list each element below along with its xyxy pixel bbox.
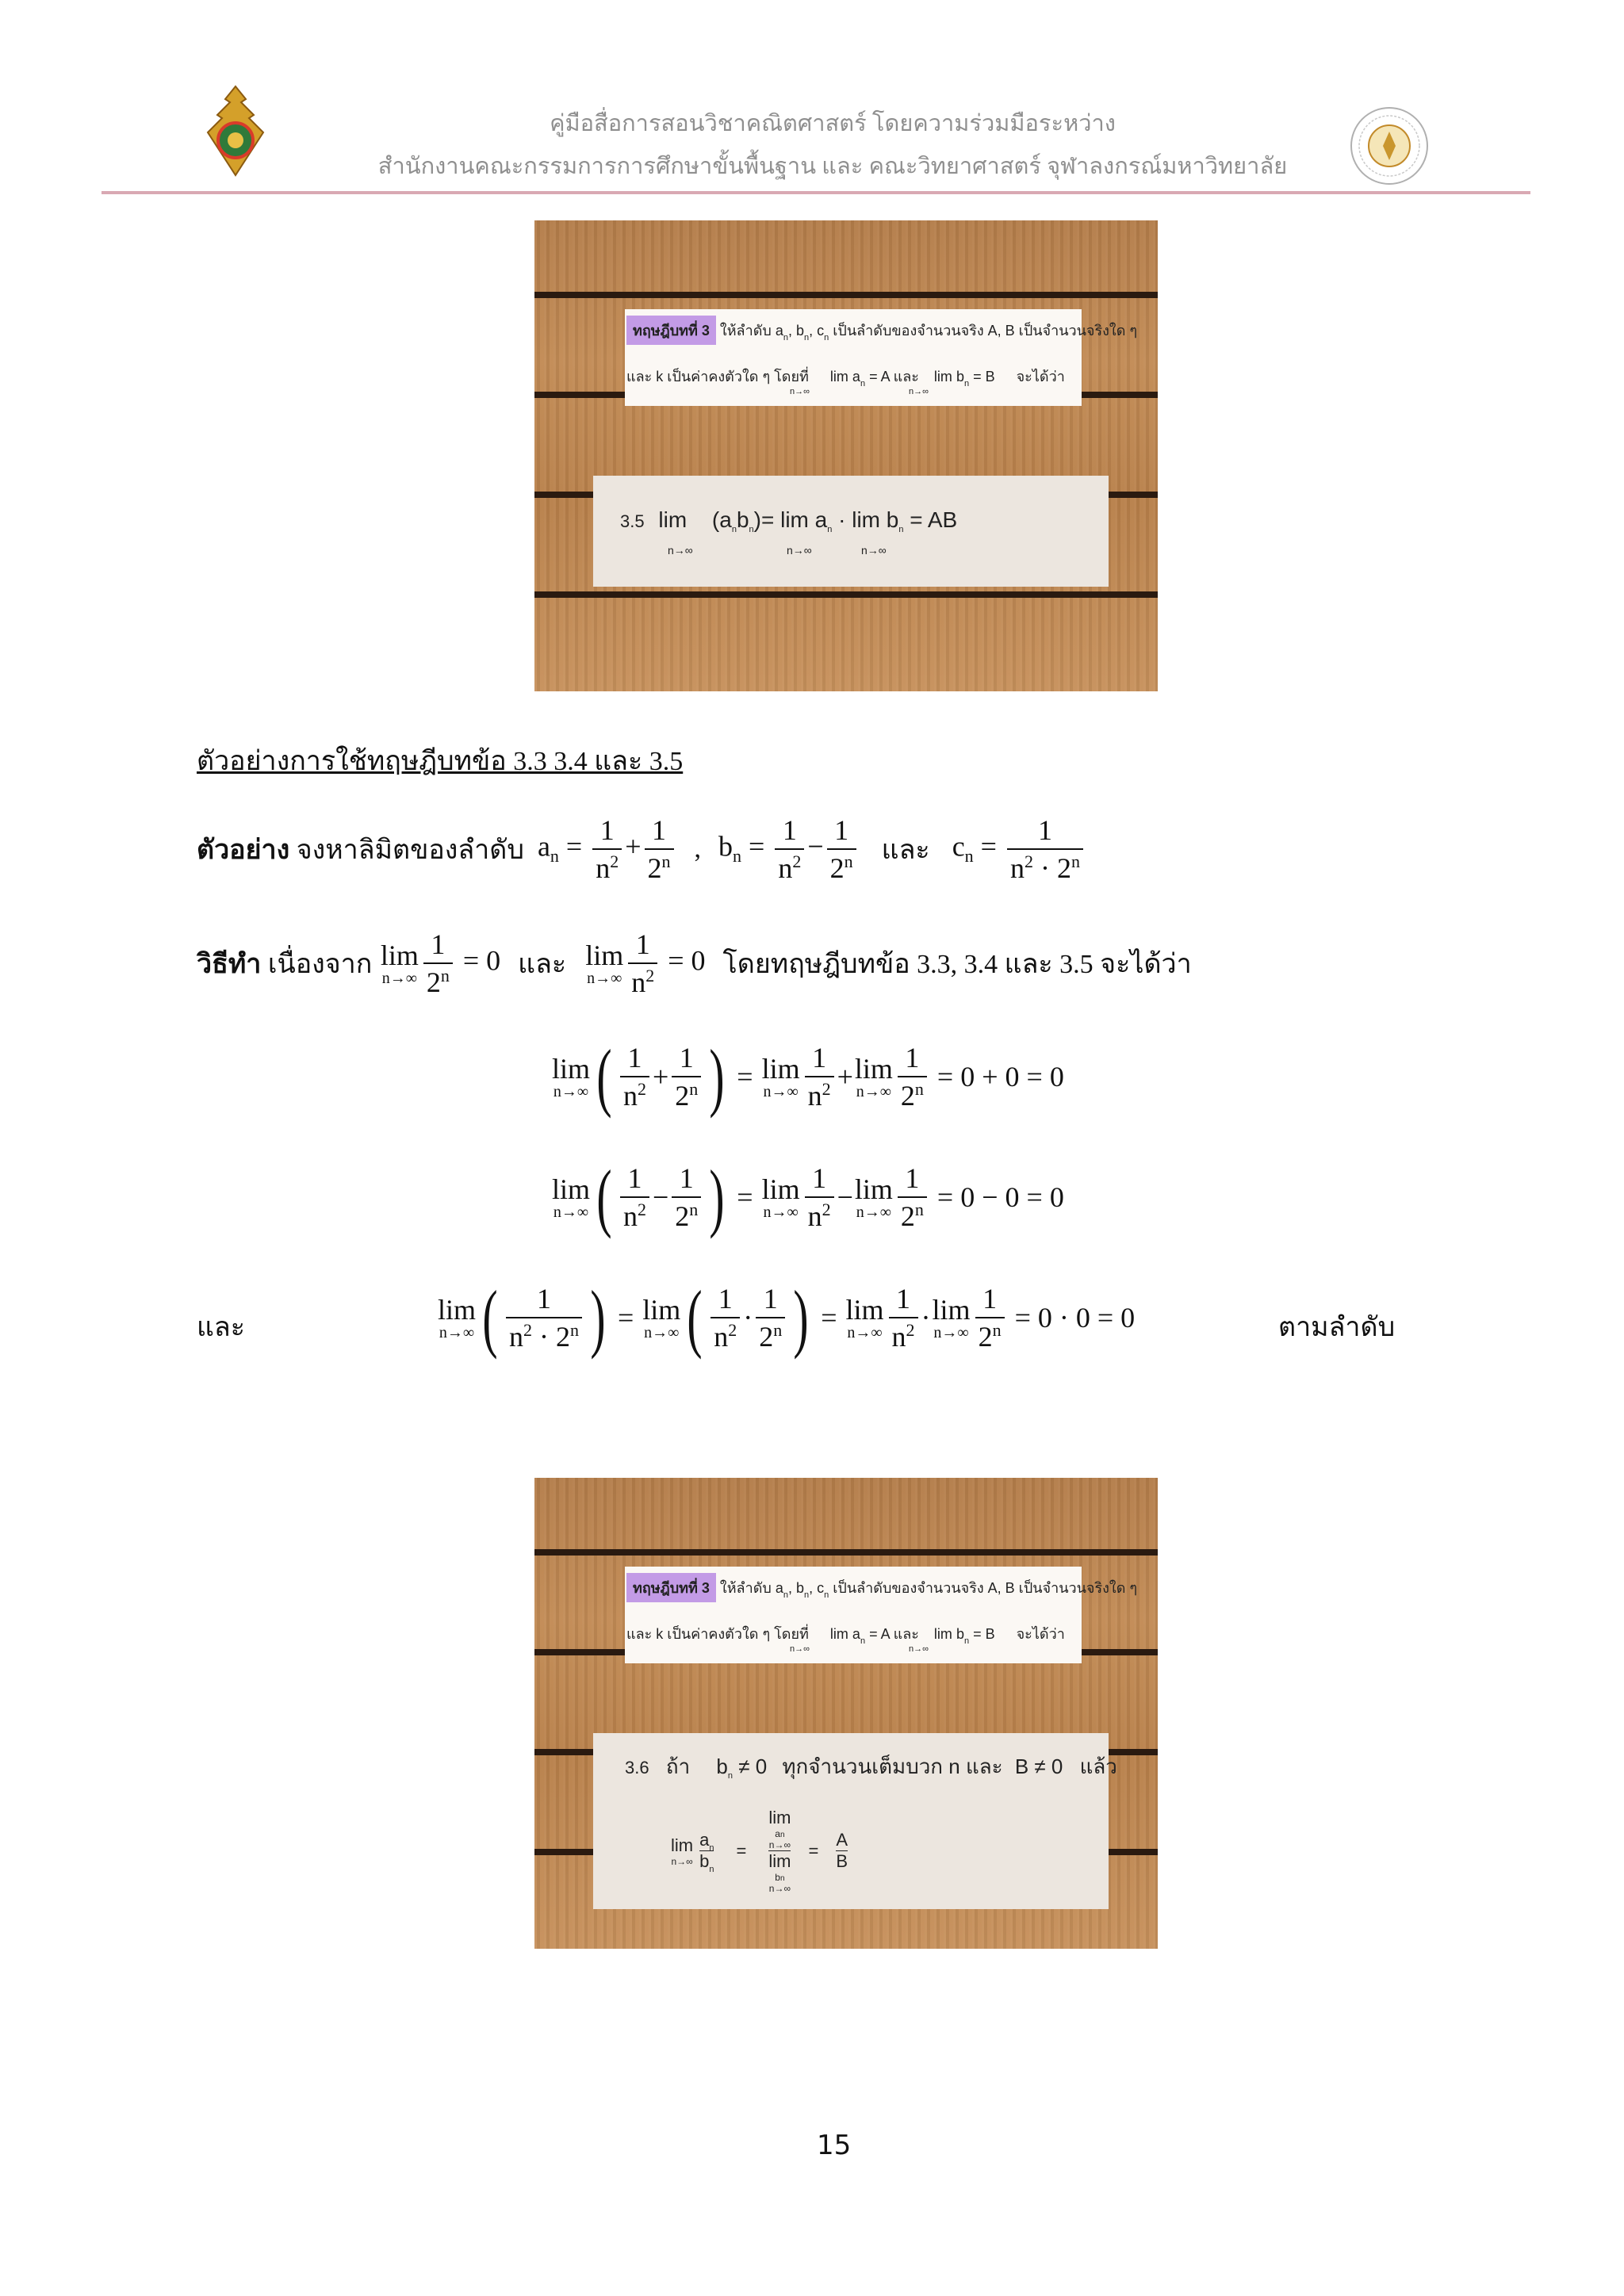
equation-diff: lim n→∞ ( $\frac{1}{n^2}$ − $\frac{1}{2^n}$ ) = lim n→∞ $\frac{1}{n^2}$ − lim n→∞ $\frac{1}{2^n}$ = 0 − 0 = 0 — [552, 1154, 1064, 1239]
n-to-inf: n→∞ — [768, 1839, 791, 1850]
rule-3-5-box — [593, 476, 1109, 587]
sum-result: = 0 + 0 = 0 — [936, 1061, 1064, 1093]
and: และ — [518, 950, 567, 979]
theorem-text-1b: , b — [787, 323, 804, 339]
theorem-eq2: b — [956, 369, 964, 385]
rule-pre: (a — [711, 507, 732, 532]
theorem-eq1b: = A และ — [865, 369, 919, 385]
sub: n — [824, 333, 829, 342]
theorem-end: จะได้ว่า — [1016, 1626, 1065, 1642]
then: แล้ว — [1079, 1755, 1117, 1778]
example-label: ตัวอย่าง — [197, 836, 290, 865]
seq-c: $c_n$ = $\frac{1}{n^2 \cdot 2^n}$ — [952, 813, 1086, 885]
sub: n — [803, 333, 810, 342]
equation-sum: lim n→∞ ( $\frac{1}{n^2}$ + $\frac{1}{2^n}$ ) = lim n→∞ $\frac{1}{n^2}$ + lim n→∞ $\frac{1}{2^n}$ = 0 + 0 = 0 — [552, 1034, 1064, 1119]
rule-number-2: 3.6 — [625, 1758, 649, 1777]
sub: n — [783, 1590, 788, 1600]
n-to-inf: n→∞ — [909, 387, 929, 396]
sub: n — [824, 1590, 829, 1600]
n-to-inf: n→∞ — [787, 544, 812, 557]
lim-1-over-n2: lim n→∞ $\frac{1}{n^2}$ = 0 — [585, 928, 706, 998]
rule-number: 3.5 — [620, 511, 645, 531]
lim: lim — [829, 369, 848, 385]
example-line — [197, 813, 1086, 885]
lim: lim — [829, 1626, 848, 1642]
seq-a: $a_n$ = $\frac{1}{n^2}$ + $\frac{1}{2^n}$ — [538, 813, 677, 885]
by-theorem: โดยทฤษฎีบทข้อ 3.3, 3.4 และ 3.5 จะได้ว่า — [722, 950, 1192, 979]
lim: lim — [671, 1835, 694, 1855]
theorem-text-2: และ k เป็นค่าคงตัวใด ๆ โดยที่ — [626, 1626, 809, 1642]
prod-result: = 0 · 0 = 0 — [1014, 1302, 1136, 1334]
theorem-text-1: ให้ลำดับ a — [719, 1580, 783, 1596]
theorem-eq1: a — [852, 369, 860, 385]
sub: n — [860, 379, 866, 388]
lim: lim — [768, 1808, 791, 1827]
header-rule — [102, 191, 1530, 194]
sub: n — [963, 379, 970, 388]
sub: n — [860, 1636, 866, 1646]
theorem-text-1c: , c — [809, 323, 825, 339]
lim: lim — [768, 1851, 791, 1871]
diff-result: = 0 − 0 = 0 — [936, 1181, 1064, 1213]
theorem-eq2: b — [956, 1626, 964, 1642]
theorem-box — [625, 309, 1138, 406]
header-line-2: สำนักงานคณะกรรมการการศึกษาขั้นพื้นฐาน และ คณะวิทยาศาสตร์ จุฬาลงกรณ์มหาวิทยาลัย — [377, 154, 1288, 179]
if: ถ้า — [665, 1755, 691, 1778]
sub: n — [709, 1865, 714, 1874]
example-text: จงหาลิมิตของลำดับ — [296, 836, 524, 865]
header-line-1: คู่มือสื่อการสอนวิชาคณิตศาสตร์ โดยความร่วมมือระหว่าง — [550, 111, 1116, 136]
theorem-eq1b: = A และ — [865, 1626, 919, 1642]
sub: n — [727, 1771, 733, 1781]
lim: lim — [658, 507, 688, 532]
theorem-eq2b: = B — [969, 1626, 995, 1642]
rule-3-6-box: 3.6 ถ้า $b_n \ne 0$ ทุกจำนวนเต็มบวก n และ B ≠ 0 แล้ว lim n→∞ $\frac{a_n}{b_n}$ = lim an n→∞ lim bn n→∞ = $\frac{A}{B}$ — [593, 1733, 1109, 1909]
theorem-text-1c: , c — [809, 1580, 825, 1596]
right-seal — [1348, 105, 1431, 187]
sub: n — [963, 1636, 970, 1646]
rule-post: )= lim a — [753, 507, 828, 532]
sub: n — [779, 1874, 785, 1883]
n-to-inf: n→∞ — [790, 387, 810, 396]
cond-b: b — [716, 1755, 728, 1778]
theorem-badge-2: ทฤษฎีบทที่ 3 — [626, 1573, 716, 1602]
theorem-text-1d: เป็นลำดับของจำนวนจริง A, B เป็นจำนวนจริงใด ๆ — [829, 1580, 1138, 1596]
theorem-end: จะได้ว่า — [1016, 369, 1065, 385]
theorem-badge: ทฤษฎีบทที่ 3 — [626, 316, 716, 345]
solution-label: วิธีทำ — [197, 950, 262, 979]
lim: lim — [933, 1626, 952, 1642]
sub: n — [779, 1831, 785, 1839]
sub: n — [749, 525, 754, 534]
n-to-inf: n→∞ — [668, 544, 693, 557]
respectively-label: ตามลำดับ — [1278, 1313, 1396, 1342]
left-logo — [200, 83, 271, 178]
seq-b: $b_n$ = $\frac{1}{n^2}$ − $\frac{1}{2^n}$ — [718, 813, 860, 885]
sub: n — [898, 525, 904, 534]
rule-mid: b — [736, 507, 749, 532]
lim: lim — [933, 369, 952, 385]
sub: n — [827, 525, 833, 534]
solution-line — [197, 928, 1192, 999]
rule-eq: = AB — [903, 507, 958, 532]
n-to-inf: n→∞ — [861, 544, 887, 557]
A: A — [836, 1830, 848, 1850]
sub: n — [731, 525, 737, 534]
cond-B: B ≠ 0 — [1014, 1755, 1063, 1778]
slide-theorem-3-6 — [534, 1478, 1158, 1949]
and-label: และ — [197, 1313, 246, 1342]
sub: n — [709, 1843, 714, 1853]
sub: n — [803, 1590, 810, 1600]
theorem-box-2 — [625, 1567, 1138, 1663]
theorem-text-1d: เป็นลำดับของจำนวนจริง A, B เป็นจำนวนจริงใด ๆ — [829, 323, 1138, 339]
theorem-text-2: และ k เป็นค่าคงตัวใด ๆ โดยที่ — [626, 369, 809, 385]
slide-theorem-3-5 — [534, 220, 1158, 691]
theorem-text-1b: , b — [787, 1580, 804, 1596]
n-to-inf: n→∞ — [671, 1855, 693, 1867]
section-heading: ตัวอย่างการใช้ทฤษฎีบทข้อ 3.3 3.4 และ 3.5 — [197, 747, 684, 776]
rule-dot: · lim b — [832, 507, 899, 532]
cond-b-ne-0: ≠ 0 — [733, 1755, 768, 1778]
comma: , — [694, 834, 702, 863]
and: และ — [881, 836, 930, 865]
cond-text: ทุกจำนวนเต็มบวก n และ — [782, 1755, 1003, 1778]
since: เนื่องจาก — [267, 950, 373, 979]
theorem-text-1: ให้ลำดับ a — [719, 323, 783, 339]
theorem-eq2b: = B — [969, 369, 995, 385]
lim-1-over-2n: lim n→∞ $\frac{1}{2^n}$ = 0 — [380, 928, 501, 998]
theorem-eq1: a — [852, 1626, 860, 1642]
n-to-inf: n→∞ — [768, 1883, 791, 1894]
sub: n — [783, 333, 788, 342]
page-number: 15 — [817, 2130, 852, 2161]
B: B — [836, 1851, 848, 1871]
n-to-inf: n→∞ — [909, 1644, 929, 1654]
equation-prod: lim n→∞ ( $\frac{1}{n^2 \cdot 2^n}$ ) = lim n→∞ ( $\frac{1}{n^2}$ · $\frac{1}{2^n}$ ) = lim n→∞ $\frac{1}{n^2}$ · lim n→∞ $\frac{1}{2^n}$ = 0 · 0 = 0 — [438, 1275, 1136, 1360]
n-to-inf: n→∞ — [790, 1644, 810, 1654]
